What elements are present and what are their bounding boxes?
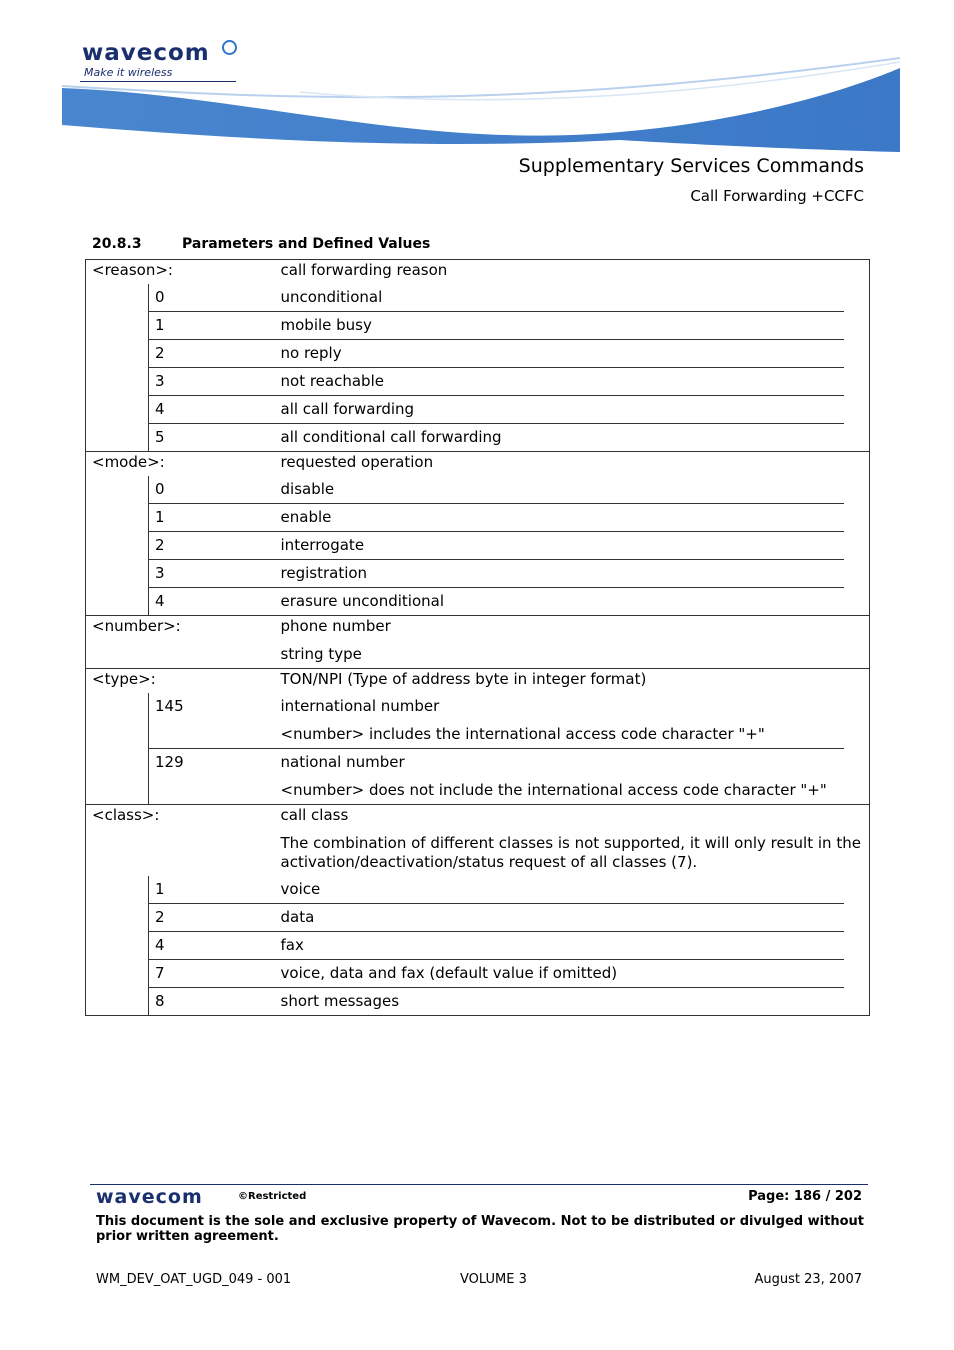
param-value-row bbox=[86, 476, 870, 504]
param-value-row bbox=[86, 932, 870, 960]
indent-cell bbox=[86, 904, 149, 932]
value-code: 2 bbox=[149, 904, 281, 932]
param-name: <mode>: bbox=[86, 452, 281, 477]
value-meaning-line: disable bbox=[280, 480, 335, 498]
value-code: 3 bbox=[149, 368, 281, 396]
param-name: <type>: bbox=[86, 669, 281, 694]
volume-label: VOLUME 3 bbox=[460, 1272, 527, 1287]
page-total: 202 bbox=[834, 1189, 862, 1204]
value-meaning bbox=[281, 368, 844, 396]
confidentiality-notice: This document is the sole and exclusive property of Wavecom. Not to be distributed or divulged without prior written agreement. bbox=[96, 1214, 864, 1244]
value-meaning bbox=[281, 876, 844, 904]
indent-cell bbox=[86, 476, 149, 504]
section-heading bbox=[92, 236, 430, 252]
param-name: <reason>: bbox=[86, 260, 281, 285]
value-meaning bbox=[281, 396, 844, 424]
param-name: <number>: bbox=[86, 616, 281, 669]
document-id: WM_DEV_OAT_UGD_049 - 001 bbox=[96, 1272, 292, 1287]
param-value-row bbox=[86, 904, 870, 932]
value-code: 4 bbox=[149, 396, 281, 424]
value-meaning bbox=[281, 932, 844, 960]
page-label: Page: bbox=[748, 1189, 790, 1204]
section-subtitle: Call Forwarding +CCFC bbox=[690, 187, 864, 205]
indent-cell bbox=[86, 588, 149, 616]
value-meaning bbox=[281, 284, 844, 312]
value-meaning-line: voice, data and fax (default value if omitted) bbox=[280, 964, 618, 982]
indent-cell bbox=[86, 532, 149, 560]
value-meaning-line: mobile busy bbox=[280, 316, 372, 334]
page-separator: / bbox=[825, 1189, 831, 1204]
param-name: <class>: bbox=[86, 805, 281, 877]
spacer-cell bbox=[844, 340, 870, 368]
page-number bbox=[748, 1189, 862, 1204]
spacer-cell bbox=[844, 749, 870, 805]
param-description-line: phone number bbox=[280, 617, 391, 635]
value-meaning-line: national number bbox=[280, 753, 405, 771]
spacer-cell bbox=[844, 396, 870, 424]
value-code: 2 bbox=[149, 532, 281, 560]
param-value-row bbox=[86, 876, 870, 904]
param-value-row bbox=[86, 396, 870, 424]
value-meaning-line: unconditional bbox=[280, 288, 383, 306]
logo-swirl-icon bbox=[222, 40, 237, 55]
param-value-row bbox=[86, 284, 870, 312]
spacer-cell bbox=[844, 284, 870, 312]
spacer-cell bbox=[844, 424, 870, 452]
footer-wavecom-logo: wavecom bbox=[96, 1186, 203, 1208]
value-meaning-line: registration bbox=[280, 564, 368, 582]
spacer-cell bbox=[844, 876, 870, 904]
param-description bbox=[281, 805, 870, 877]
indent-cell bbox=[86, 988, 149, 1016]
spacer-cell bbox=[844, 904, 870, 932]
value-code: 0 bbox=[149, 476, 281, 504]
value-meaning-line: all call forwarding bbox=[280, 400, 415, 418]
value-meaning-line: <number> does not include the international access code character "+" bbox=[280, 781, 827, 799]
spacer-cell bbox=[844, 988, 870, 1016]
param-value-row bbox=[86, 504, 870, 532]
param-description-line: The combination of different classes is not supported, it will only result in the activation/deactivation/status request of all classes (7). bbox=[280, 834, 861, 871]
param-description bbox=[281, 260, 870, 285]
spacer-cell bbox=[844, 368, 870, 396]
restricted-label: ©Restricted bbox=[238, 1191, 307, 1202]
value-meaning bbox=[281, 904, 844, 932]
param-description-line: requested operation bbox=[280, 453, 434, 471]
spacer-cell bbox=[844, 312, 870, 340]
value-code: 145 bbox=[149, 693, 281, 749]
param-header-row bbox=[86, 452, 870, 477]
value-meaning bbox=[281, 988, 844, 1016]
value-code: 0 bbox=[149, 284, 281, 312]
indent-cell bbox=[86, 396, 149, 424]
value-meaning bbox=[281, 960, 844, 988]
param-value-row bbox=[86, 532, 870, 560]
value-meaning-line: international number bbox=[280, 697, 440, 715]
indent-cell bbox=[86, 504, 149, 532]
indent-cell bbox=[86, 312, 149, 340]
param-value-row bbox=[86, 560, 870, 588]
section-number: 20.8.3 bbox=[92, 236, 142, 252]
indent-cell bbox=[86, 932, 149, 960]
value-code: 3 bbox=[149, 560, 281, 588]
param-value-row bbox=[86, 588, 870, 616]
indent-cell bbox=[86, 749, 149, 805]
param-header-row bbox=[86, 616, 870, 669]
value-meaning bbox=[281, 504, 844, 532]
param-description bbox=[281, 452, 870, 477]
indent-cell bbox=[86, 284, 149, 312]
value-meaning bbox=[281, 312, 844, 340]
spacer-cell bbox=[844, 560, 870, 588]
param-description-line: call class bbox=[280, 806, 349, 824]
param-description bbox=[281, 616, 870, 669]
value-code: 5 bbox=[149, 424, 281, 452]
spacer-cell bbox=[844, 693, 870, 749]
value-meaning-line: voice bbox=[280, 880, 321, 898]
value-meaning-line: short messages bbox=[280, 992, 400, 1010]
value-meaning-line: enable bbox=[280, 508, 332, 526]
spacer-cell bbox=[844, 504, 870, 532]
value-code: 4 bbox=[149, 932, 281, 960]
page-current: 186 bbox=[793, 1189, 822, 1204]
wavecom-logo: wavecom bbox=[82, 40, 210, 66]
spacer-cell bbox=[844, 588, 870, 616]
param-header-row bbox=[86, 669, 870, 694]
logo-tagline: Make it wireless bbox=[84, 66, 173, 79]
document-date: August 23, 2007 bbox=[754, 1272, 862, 1287]
value-meaning-line: interrogate bbox=[280, 536, 365, 554]
value-meaning bbox=[281, 749, 844, 805]
param-description bbox=[281, 669, 870, 694]
spacer-cell bbox=[844, 476, 870, 504]
indent-cell bbox=[86, 560, 149, 588]
param-value-row bbox=[86, 424, 870, 452]
footer-rule bbox=[90, 1184, 868, 1185]
value-code: 1 bbox=[149, 312, 281, 340]
value-meaning-line: fax bbox=[280, 936, 304, 954]
logo-underline bbox=[80, 81, 236, 82]
section-title: Parameters and Defined Values bbox=[182, 236, 431, 252]
param-description-line: string type bbox=[280, 645, 362, 663]
param-value-row bbox=[86, 749, 870, 805]
value-meaning bbox=[281, 560, 844, 588]
value-code: 1 bbox=[149, 504, 281, 532]
value-meaning bbox=[281, 476, 844, 504]
spacer-cell bbox=[844, 960, 870, 988]
value-code: 7 bbox=[149, 960, 281, 988]
value-code: 8 bbox=[149, 988, 281, 1016]
indent-cell bbox=[86, 693, 149, 749]
indent-cell bbox=[86, 340, 149, 368]
param-description-line: call forwarding reason bbox=[280, 261, 448, 279]
param-value-row bbox=[86, 988, 870, 1016]
param-value-row bbox=[86, 368, 870, 396]
value-code: 1 bbox=[149, 876, 281, 904]
value-code: 2 bbox=[149, 340, 281, 368]
header-wave-graphic bbox=[0, 0, 954, 160]
param-description-line: TON/NPI (Type of address byte in integer format) bbox=[280, 670, 647, 688]
value-meaning-line: data bbox=[280, 908, 315, 926]
indent-cell bbox=[86, 424, 149, 452]
value-meaning-line: all conditional call forwarding bbox=[280, 428, 502, 446]
value-meaning bbox=[281, 588, 844, 616]
param-value-row bbox=[86, 312, 870, 340]
chapter-title: Supplementary Services Commands bbox=[518, 155, 864, 177]
param-header-row bbox=[86, 260, 870, 285]
indent-cell bbox=[86, 960, 149, 988]
value-code: 129 bbox=[149, 749, 281, 805]
parameters-table bbox=[85, 259, 870, 1016]
value-meaning bbox=[281, 532, 844, 560]
param-value-row bbox=[86, 340, 870, 368]
param-value-row bbox=[86, 960, 870, 988]
param-value-row bbox=[86, 693, 870, 749]
value-meaning-line: erasure unconditional bbox=[280, 592, 444, 610]
value-meaning bbox=[281, 424, 844, 452]
value-meaning-line: <number> includes the international access code character "+" bbox=[280, 725, 765, 743]
value-meaning bbox=[281, 693, 844, 749]
spacer-cell bbox=[844, 932, 870, 960]
param-header-row bbox=[86, 805, 870, 877]
value-meaning bbox=[281, 340, 844, 368]
indent-cell bbox=[86, 876, 149, 904]
value-meaning-line: no reply bbox=[280, 344, 342, 362]
value-code: 4 bbox=[149, 588, 281, 616]
spacer-cell bbox=[844, 532, 870, 560]
indent-cell bbox=[86, 368, 149, 396]
value-meaning-line: not reachable bbox=[280, 372, 384, 390]
